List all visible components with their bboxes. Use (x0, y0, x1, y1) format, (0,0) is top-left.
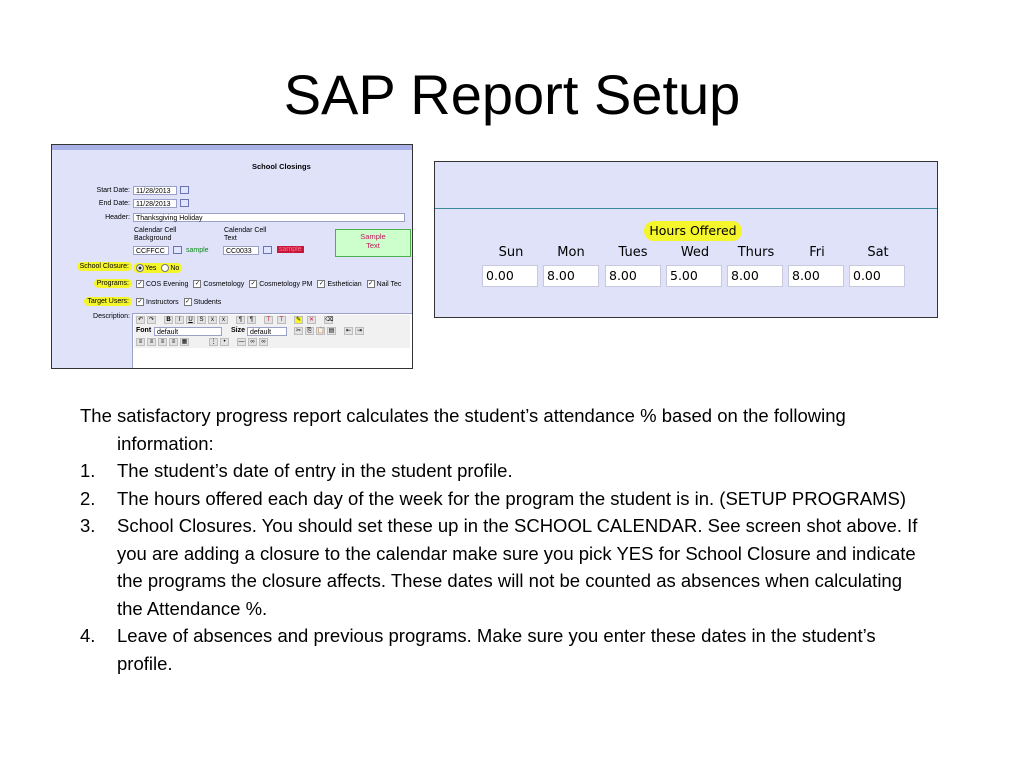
hours-offered-screenshot (434, 161, 938, 318)
list-text: The hours offered each day of the week for the program the student is in. (SETUP PROGRAMS) (117, 487, 907, 509)
editor-toolbar-row-3 (134, 337, 410, 348)
day-label-sun: Sun (498, 245, 524, 260)
list-item (80, 622, 930, 677)
hours-offered-title: Hours Offered (644, 221, 742, 241)
text-color-picker-icon[interactable] (263, 246, 272, 254)
list-item (80, 512, 930, 622)
school-closure-options (133, 263, 182, 273)
superscript-icon[interactable]: x (219, 316, 228, 324)
bullet-list-icon[interactable]: • (220, 338, 229, 346)
clear-format-icon[interactable]: T (277, 316, 286, 324)
program-checkbox[interactable]: ✓ (368, 281, 374, 287)
day-label-thurs: Thurs (737, 245, 775, 260)
hours-input-thurs[interactable]: 8.00 (727, 265, 783, 287)
program-checkbox[interactable]: ✓ (318, 281, 324, 287)
program-label: COS Evening (146, 280, 189, 288)
underline-icon[interactable]: U (186, 316, 195, 324)
school-closings-heading: School Closings (252, 162, 311, 171)
yes-label: Yes (145, 264, 157, 272)
requirements-list (80, 457, 930, 677)
hours-input-wed[interactable]: 5.00 (666, 265, 722, 287)
remove-icon[interactable]: ✕ (308, 317, 315, 323)
eraser-icon[interactable]: ⌫ (325, 317, 334, 323)
list-number: 3. (80, 515, 96, 536)
align-right-icon[interactable]: ≡ (158, 338, 167, 346)
text-color-icon[interactable]: T (264, 316, 273, 324)
subscript-icon[interactable]: x (208, 316, 217, 324)
list-item (80, 485, 930, 513)
paste-text-icon[interactable]: ▤ (328, 328, 335, 334)
list-number: 1. (80, 460, 96, 481)
yes-radio[interactable] (136, 264, 144, 272)
program-checkbox[interactable]: ✓ (250, 281, 256, 287)
start-date-calendar-icon[interactable] (180, 186, 189, 194)
indent-icon[interactable]: ⇥ (356, 328, 363, 334)
end-date-field[interactable]: 11/28/2013 (133, 199, 177, 208)
font-select[interactable]: default (154, 327, 222, 336)
header-label: Header: (105, 214, 130, 221)
size-label: Size (231, 327, 246, 334)
hours-input-sat[interactable]: 0.00 (849, 265, 905, 287)
slide-body (80, 402, 930, 677)
sample-box-line1: Sample (360, 232, 386, 241)
day-label-fri: Fri (809, 245, 825, 260)
link-icon[interactable]: ∞ (248, 338, 257, 346)
sample-box-line2: Text (366, 241, 380, 250)
day-label-mon: Mon (557, 245, 585, 260)
no-radio[interactable] (161, 264, 169, 272)
header-field[interactable]: Thanksgiving Holiday (133, 213, 405, 222)
font-label: Font (136, 327, 152, 334)
no-label: No (170, 264, 180, 272)
target-user-label: Students (193, 298, 222, 306)
background-color-field[interactable]: CCFFCC (133, 246, 169, 255)
day-label-wed: Wed (680, 245, 710, 260)
strikethrough-icon[interactable]: S (197, 316, 206, 324)
outdent-icon[interactable]: ⇤ (345, 328, 352, 334)
start-date-field[interactable]: 11/28/2013 (133, 186, 177, 195)
program-label: Cosmetology PM (259, 280, 313, 288)
target-user-checkbox[interactable]: ✓ (185, 299, 191, 305)
editor-toolbar-row-2 (134, 326, 410, 337)
size-select[interactable]: default (247, 327, 287, 336)
program-checkbox[interactable]: ✓ (137, 281, 143, 287)
school-closure-label: School Closure: (77, 262, 132, 271)
copy-icon[interactable]: ⎘ (305, 327, 314, 335)
end-date-calendar-icon[interactable] (180, 199, 189, 207)
programs-list (136, 280, 401, 288)
horizontal-rule-icon[interactable]: ― (238, 339, 245, 345)
background-color-picker-icon[interactable] (173, 246, 182, 254)
ltr-icon[interactable]: ¶ (236, 316, 245, 324)
list-text: School Closures. You should set these up in the SCHOOL CALENDAR. See screen shot above. If you are adding a closure to the calendar make sure you pick YES for School Closure and indicate the programs the closure affects. These dates will not be counted as absences when calculating the Attendance %. (117, 515, 918, 619)
cell-background-label-1: Calendar Cell (134, 227, 177, 234)
day-label-tues: Tues (618, 245, 648, 260)
numbered-list-icon[interactable]: ⋮ (210, 339, 217, 345)
program-label: Cosmetology (203, 280, 245, 288)
hours-input-fri[interactable]: 8.00 (788, 265, 844, 287)
rtl-icon[interactable]: ¶ (247, 316, 256, 324)
target-users-label: Target Users: (84, 297, 132, 306)
panel-topbar (52, 145, 412, 150)
undo-icon[interactable]: ↶ (137, 317, 144, 323)
list-number: 4. (80, 625, 96, 646)
list-text: Leave of absences and previous programs. Make sure you enter these dates in the student’s profile. (117, 625, 876, 674)
target-users-list (136, 298, 221, 306)
program-checkbox[interactable]: ✓ (194, 281, 200, 287)
italic-icon[interactable]: I (175, 316, 184, 324)
unlink-icon[interactable]: ∞ (259, 338, 268, 346)
program-label: Nail Tec (376, 280, 402, 288)
cell-text-label-2: Text (224, 235, 237, 242)
align-justify-icon[interactable]: ≡ (169, 338, 178, 346)
text-sample: sample (279, 246, 302, 253)
bold-icon[interactable]: B (164, 316, 173, 324)
program-label: Esthetician (327, 280, 362, 288)
start-date-label: Start Date: (96, 187, 130, 194)
background-sample: sample (186, 247, 209, 254)
text-color-field[interactable]: CC0033 (223, 246, 259, 255)
target-user-checkbox[interactable]: ✓ (137, 299, 143, 305)
end-date-label: End Date: (98, 200, 130, 207)
hours-input-tues[interactable]: 8.00 (605, 265, 661, 287)
hours-input-sun[interactable]: 0.00 (482, 265, 538, 287)
description-label: Description: (93, 313, 130, 320)
cell-background-label-2: Background (134, 235, 172, 242)
align-center-icon[interactable]: ≡ (147, 338, 156, 346)
list-text: The student’s date of entry in the student profile. (117, 460, 513, 481)
cut-icon[interactable]: ✂ (295, 328, 302, 334)
panel-separator (435, 208, 937, 209)
list-item (80, 457, 930, 485)
school-closings-screenshot (51, 144, 413, 369)
target-user-label: Instructors (146, 298, 179, 306)
sample-text-preview (335, 229, 411, 257)
programs-label: Programs: (94, 279, 132, 288)
hours-input-mon[interactable]: 8.00 (543, 265, 599, 287)
cell-text-label-1: Calendar Cell (224, 227, 267, 234)
intro-paragraph: The satisfactory progress report calculates the student’s attendance % based on the following information: (80, 405, 846, 454)
highlight-icon[interactable]: ✎ (295, 317, 302, 323)
align-left-icon[interactable]: ≡ (136, 338, 145, 346)
redo-icon[interactable]: ↷ (148, 317, 155, 323)
slide-title: SAP Report Setup (283, 63, 741, 126)
list-number: 2. (80, 487, 96, 509)
block-icon[interactable]: ▦ (181, 339, 188, 345)
paste-icon[interactable]: 📋 (317, 328, 325, 334)
editor-toolbar-row-1 (134, 315, 410, 326)
day-label-sat: Sat (867, 245, 889, 260)
